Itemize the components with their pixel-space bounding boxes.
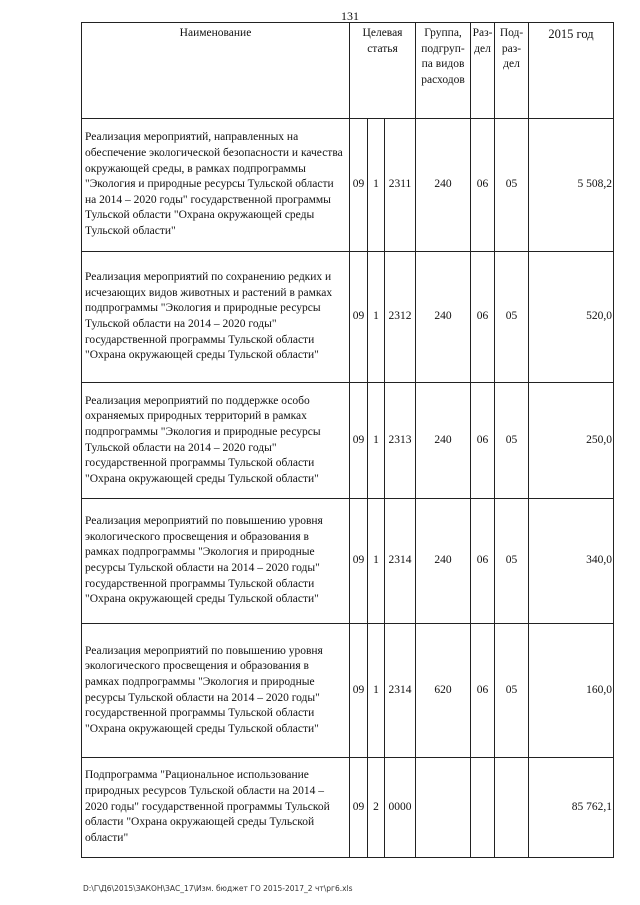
row-subsection — [495, 758, 529, 858]
row-section: 06 — [471, 383, 495, 499]
header-target-article-label: Целевая статья — [362, 27, 403, 55]
table-row — [82, 252, 614, 383]
row-subsection: 05 — [495, 383, 529, 499]
row-amount: 85 762,1 — [529, 758, 614, 858]
row-group: 240 — [416, 383, 471, 499]
table-row — [82, 119, 614, 252]
row-name: Реализация мероприятий, направленных на обеспечение экологической безопасности и качества окружающей среды, в рамках подпрограммы "Экология и природные ресурсы Тульской области на 2014 – 2020 годы" государственной программы Тульской области "Охрана окружающей среды Тульской области" — [82, 119, 350, 252]
row-name: Подпрограмма "Рациональное использование природных ресурсов Тульской области на 2014 – 2020 годы" государственной программы Тульской области "Охрана окружающей среды Тульской области" — [82, 758, 350, 858]
row-subsection: 05 — [495, 624, 529, 758]
table-row — [82, 758, 614, 858]
row-code-direction: 2312 — [385, 252, 416, 383]
header-year: 2015 год — [529, 23, 614, 119]
row-section: 06 — [471, 624, 495, 758]
budget-table — [81, 22, 614, 858]
row-subsection: 05 — [495, 252, 529, 383]
row-group: 240 — [416, 499, 471, 624]
table-row — [82, 624, 614, 758]
row-code-subprogram: 2 — [368, 758, 385, 858]
row-code-subprogram: 1 — [368, 252, 385, 383]
header-section-label: Раз-дел — [472, 27, 493, 55]
header-target-article — [350, 23, 416, 119]
row-code-subprogram: 1 — [368, 119, 385, 252]
row-section: 06 — [471, 119, 495, 252]
page-number: 131 — [341, 9, 359, 23]
table-row — [82, 499, 614, 624]
header-subsection-label: Под-раз-дел — [499, 27, 524, 71]
row-group — [416, 758, 471, 858]
row-code-subprogram: 1 — [368, 383, 385, 499]
row-amount: 340,0 — [529, 499, 614, 624]
row-group: 240 — [416, 119, 471, 252]
header-group — [416, 23, 471, 119]
header-section — [471, 23, 495, 119]
file-path-footer: D:\Г\Д6\2015\ЗАКОН\ЗАС_17\Изм. бюджет ГО 2015-2017_2 чт\рг6.xls — [83, 884, 353, 893]
row-group: 240 — [416, 252, 471, 383]
row-code-direction: 2313 — [385, 383, 416, 499]
row-name: Реализация мероприятий по повышению уровня экологического просвещения и образования в рамках подпрограммы "Экология и природные ресурсы Тульской области на 2014 – 2020 годы" государственной программы Тульской области "Охрана окружающей среды Тульской области" — [82, 624, 350, 758]
row-group: 620 — [416, 624, 471, 758]
header-subsection — [495, 23, 529, 119]
row-code-direction: 2314 — [385, 624, 416, 758]
header-name: Наименование — [82, 23, 350, 119]
row-amount: 250,0 — [529, 383, 614, 499]
row-code-program: 09 — [350, 383, 368, 499]
row-code-direction: 2314 — [385, 499, 416, 624]
row-section: 06 — [471, 252, 495, 383]
row-code-direction: 2311 — [385, 119, 416, 252]
row-code-program: 09 — [350, 119, 368, 252]
row-name: Реализация мероприятий по сохранению редких и исчезающих видов животных и растений в рамках подпрограммы "Экология и природные ресурсы Тульской области на 2014 – 2020 годы" государственной программы Тульской области "Охрана окружающей среды Тульской области" — [82, 252, 350, 383]
row-code-program: 09 — [350, 252, 368, 383]
row-code-direction: 0000 — [385, 758, 416, 858]
row-code-subprogram: 1 — [368, 499, 385, 624]
row-amount: 5 508,2 — [529, 119, 614, 252]
row-code-program: 09 — [350, 624, 368, 758]
row-section: 06 — [471, 499, 495, 624]
header-row — [82, 23, 614, 119]
row-code-program: 09 — [350, 499, 368, 624]
row-subsection: 05 — [495, 119, 529, 252]
row-amount: 520,0 — [529, 252, 614, 383]
row-name: Реализация мероприятий по повышению уровня экологического просвещения и образования в рамках подпрограммы "Экология и природные ресурсы Тульской области на 2014 – 2020 годы" государственной программы Тульской области "Охрана окружающей среды Тульской области" — [82, 499, 350, 624]
row-code-subprogram: 1 — [368, 624, 385, 758]
row-code-program: 09 — [350, 758, 368, 858]
row-subsection: 05 — [495, 499, 529, 624]
header-group-label: Группа, подгруп-па видов расходов — [421, 27, 465, 86]
row-name: Реализация мероприятий по поддержке особо охраняемых природных территорий в рамках подпрограммы "Экология и природные ресурсы Тульской области на 2014 – 2020 годы" государственной программы Тульской области "Охрана окружающей среды Тульской области" — [82, 383, 350, 499]
table-row — [82, 383, 614, 499]
row-amount: 160,0 — [529, 624, 614, 758]
row-section — [471, 758, 495, 858]
